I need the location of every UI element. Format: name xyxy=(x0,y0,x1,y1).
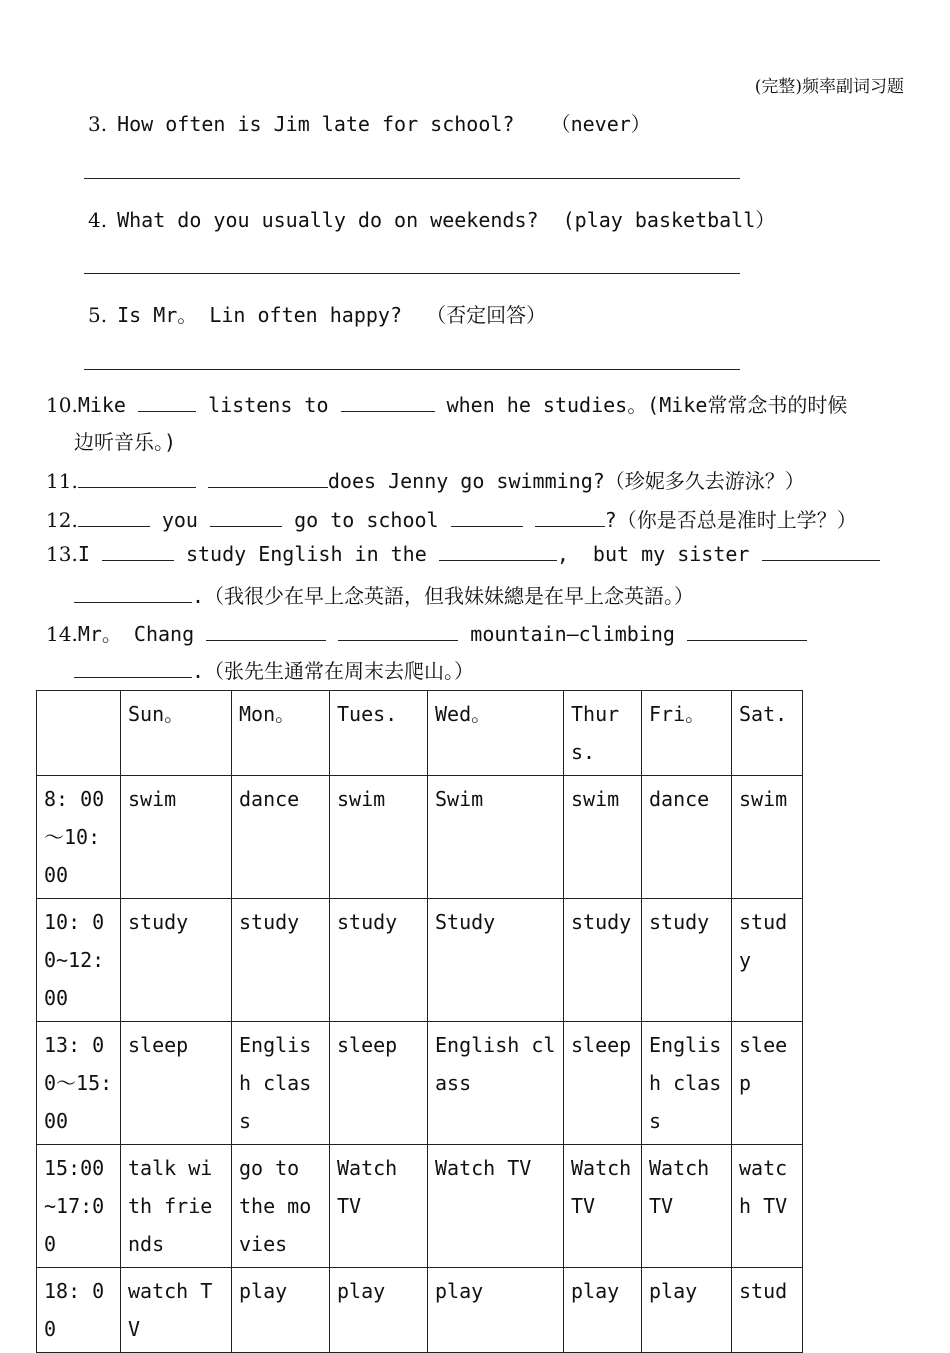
fill-blank[interactable] xyxy=(78,508,150,527)
table-row xyxy=(37,1145,803,1268)
question-number: 5. xyxy=(88,303,108,327)
question-number: 12. xyxy=(46,508,78,532)
fill-blank[interactable] xyxy=(74,659,192,678)
table-cell: sleep xyxy=(330,1022,428,1145)
table-cell: play xyxy=(428,1268,564,1353)
question-13 xyxy=(46,542,880,566)
answer-line[interactable] xyxy=(84,273,740,274)
table-cell: Watch TV xyxy=(330,1145,428,1268)
time-cell: 18: 00 xyxy=(37,1268,121,1353)
fill-blank[interactable] xyxy=(762,542,880,561)
table-cell: sleep xyxy=(564,1022,642,1145)
fill-blank[interactable] xyxy=(208,469,328,488)
time-cell: 10: 00~12:00 xyxy=(37,899,121,1022)
table-cell: Study xyxy=(428,899,564,1022)
question-11 xyxy=(46,465,805,494)
table-cell: Swim xyxy=(428,776,564,899)
table-cell: Watch TV xyxy=(564,1145,642,1268)
table-cell: sleep xyxy=(732,1022,803,1145)
question-number: 3. xyxy=(88,112,108,136)
question-text: , but my sister xyxy=(556,542,762,566)
question-text: does Jenny go swimming?（珍妮多久去游泳？） xyxy=(327,469,805,493)
fill-blank[interactable] xyxy=(341,393,435,412)
table-header-cell: Thurs. xyxy=(564,691,642,776)
question-12 xyxy=(46,504,857,533)
table-cell: dance xyxy=(232,776,330,899)
table-cell: English class xyxy=(642,1022,732,1145)
question-text: mountain—climbing xyxy=(458,622,688,646)
question-number: 13. xyxy=(46,542,78,566)
question-4 xyxy=(88,204,775,233)
table-cell: play xyxy=(232,1268,330,1353)
table-cell: play xyxy=(330,1268,428,1353)
question-5 xyxy=(88,299,546,328)
table-header-cell: Fri。 xyxy=(642,691,732,776)
question-3 xyxy=(88,108,651,137)
answer-line[interactable] xyxy=(84,178,740,179)
table-cell: English class xyxy=(232,1022,330,1145)
fill-blank[interactable] xyxy=(451,508,523,527)
table-header-cell: Wed。 xyxy=(428,691,564,776)
question-14-cont xyxy=(74,655,474,684)
table-header-cell: Sat. xyxy=(732,691,803,776)
question-text: What do you usually do on weekends? (play basketball） xyxy=(117,208,776,232)
table-cell: study xyxy=(564,899,642,1022)
table-header-cell xyxy=(37,691,121,776)
table-row xyxy=(37,776,803,899)
table-cell: stud xyxy=(732,1268,803,1353)
table-cell: study xyxy=(121,899,232,1022)
question-10 xyxy=(46,389,847,418)
table-cell: Watch TV xyxy=(428,1145,564,1268)
question-text: Mr。 Chang xyxy=(77,622,207,646)
question-number: 11. xyxy=(46,469,78,493)
fill-blank[interactable] xyxy=(210,508,282,527)
question-text: I xyxy=(77,542,102,566)
question-text: study English in the xyxy=(173,542,439,566)
table-cell: study xyxy=(330,899,428,1022)
table-cell: Watch TV xyxy=(642,1145,732,1268)
question-text: ?（你是否总是准时上学？） xyxy=(604,508,857,532)
document-header: (完整)频率副词习题 xyxy=(754,77,904,97)
table-cell: talk with friends xyxy=(121,1145,232,1268)
table-cell: watch TV xyxy=(121,1268,232,1353)
table-cell: English class xyxy=(428,1022,564,1145)
question-text: go to school xyxy=(282,508,451,532)
table-row xyxy=(37,1268,803,1353)
table-row xyxy=(37,899,803,1022)
answer-line[interactable] xyxy=(84,369,740,370)
table-cell: play xyxy=(642,1268,732,1353)
question-text: when he studies。(Mike常常念书的时候 xyxy=(434,393,848,417)
fill-blank[interactable] xyxy=(206,622,326,641)
question-text: listens to xyxy=(196,393,341,417)
question-14 xyxy=(46,618,807,647)
table-cell: swim xyxy=(564,776,642,899)
table-cell: watch TV xyxy=(732,1145,803,1268)
table-row xyxy=(37,1022,803,1145)
fill-blank[interactable] xyxy=(338,622,458,641)
table-header-cell: Mon。 xyxy=(232,691,330,776)
fill-blank[interactable] xyxy=(535,508,605,527)
fill-blank[interactable] xyxy=(102,542,174,561)
question-text: How often is Jim late for school? （never） xyxy=(117,112,651,136)
question-text: .（我很少在早上念英語，但我妹妹總是在早上念英語。） xyxy=(192,584,695,608)
table-cell: play xyxy=(564,1268,642,1353)
question-number: 14. xyxy=(46,622,78,646)
table-header-cell: Sun。 xyxy=(121,691,232,776)
table-cell: sleep xyxy=(121,1022,232,1145)
table-header-cell: Tues. xyxy=(330,691,428,776)
question-text: Is Mr。 Lin often happy? （否定回答） xyxy=(117,303,547,327)
table-cell: study xyxy=(232,899,330,1022)
question-number: 10. xyxy=(46,393,78,417)
table-cell: swim xyxy=(330,776,428,899)
table-cell: dance xyxy=(642,776,732,899)
question-text: Mike xyxy=(77,393,139,417)
table-header-row xyxy=(37,691,803,776)
table-cell: study xyxy=(642,899,732,1022)
fill-blank[interactable] xyxy=(74,584,192,603)
time-cell: 8: 00～10: 00 xyxy=(37,776,121,899)
question-13-cont xyxy=(74,580,694,609)
schedule-table xyxy=(36,690,803,1353)
question-number: 4. xyxy=(88,208,108,232)
fill-blank[interactable] xyxy=(78,469,196,488)
time-cell: 15:00~17:00 xyxy=(37,1145,121,1268)
fill-blank[interactable] xyxy=(138,393,196,412)
question-text: .（张先生通常在周末去爬山。） xyxy=(192,659,475,683)
fill-blank[interactable] xyxy=(687,622,807,641)
question-10-cont: 边听音乐。) xyxy=(74,430,177,454)
table-cell: study xyxy=(732,899,803,1022)
table-cell: go to the movies xyxy=(232,1145,330,1268)
table-cell: swim xyxy=(121,776,232,899)
question-text: you xyxy=(149,508,211,532)
time-cell: 13: 00～15: 00 xyxy=(37,1022,121,1145)
fill-blank[interactable] xyxy=(439,542,557,561)
table-cell: swim xyxy=(732,776,803,899)
